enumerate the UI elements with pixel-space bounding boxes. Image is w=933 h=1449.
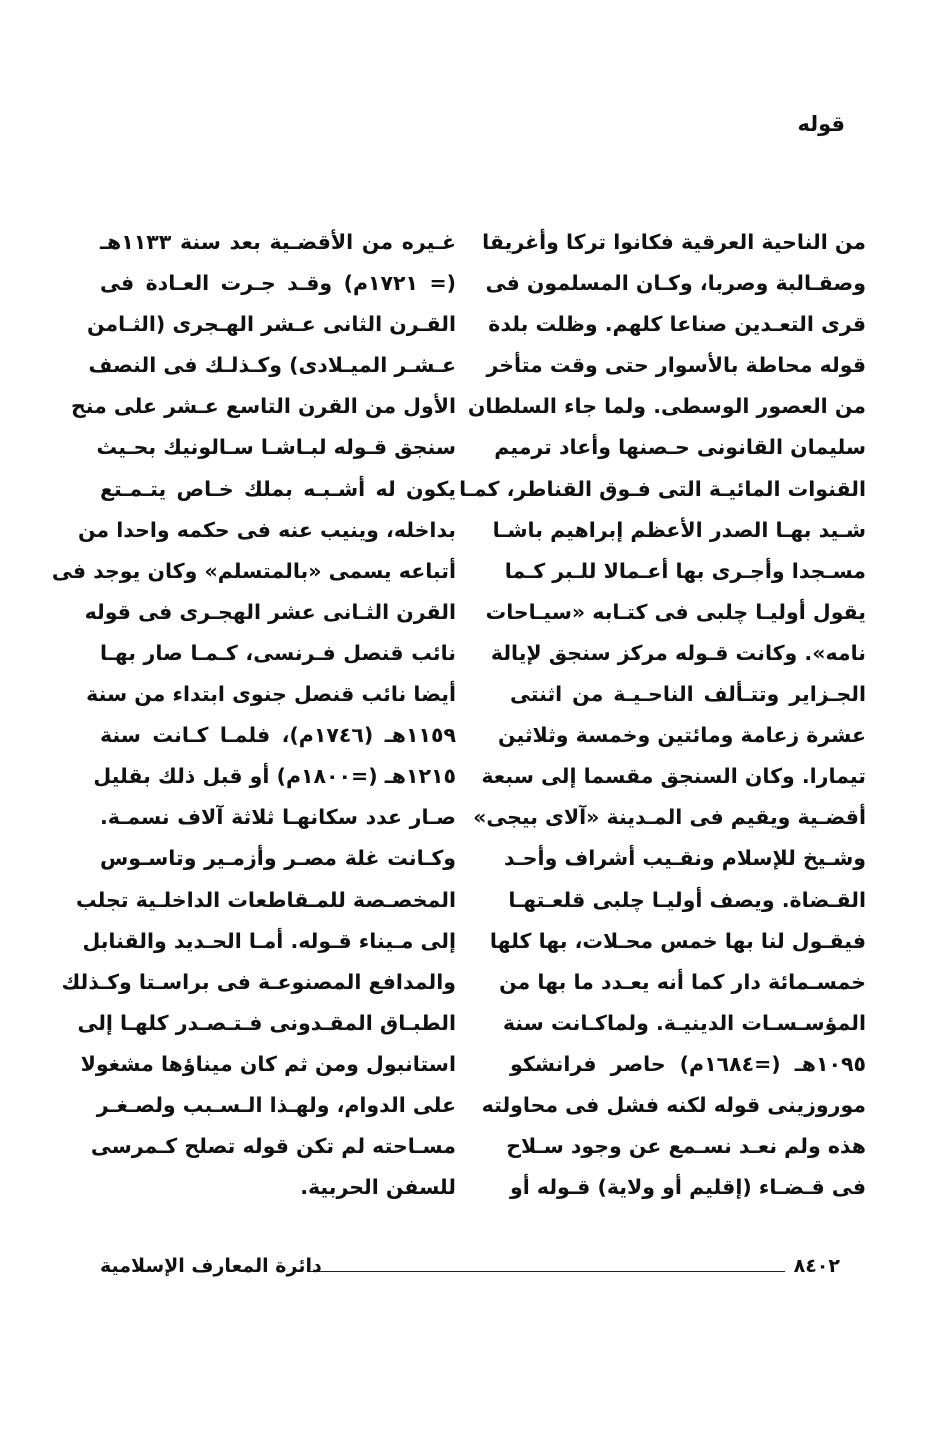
text-line: المؤسـسـات الدينيـة. ولماكـانت سنة	[502, 1010, 866, 1035]
text-line: صـار عدد سكانهـا ثلاثة آلاف نسمـة.	[100, 805, 456, 830]
text-line: من العصور الوسطى. ولما جاء السلطان	[467, 394, 866, 419]
text-line: استانبول ومن ثم كان ميناؤها مشغولا	[80, 1051, 456, 1076]
text-line: هذه ولم نعـد نسـمع عن وجود سـلاح	[506, 1134, 866, 1159]
text-line: بداخله، وينيب عنه فى حكمه واحدا من	[77, 517, 456, 542]
text-line: موروزينى قوله لكنه فشل فى محاولته	[481, 1092, 866, 1117]
text-line: ١٠٩٥هـ (=١٦٨٤م) حاصر فرانشكو	[510, 1051, 866, 1076]
page-footer	[100, 1255, 840, 1285]
text-line: الطبـاق المقـدونى فـتـصـدر كلهـا إلى	[77, 1010, 456, 1035]
text-line: يكون له أشـبـه بملك خـاص يتـمـتع	[100, 476, 456, 501]
text-line: أتباعه يسمى «بالمتسلم» وكان يوجد فى	[51, 558, 456, 583]
text-line: تيمارا. وكان السنجق مقسما إلى سبعة	[481, 764, 866, 789]
text-line: سليمان القانونى حـصنها وأعاد ترميم	[494, 435, 866, 460]
text-line: القنوات المائيـة التى فـوق القناطر، كمـا	[459, 476, 866, 501]
text-column-right	[459, 222, 866, 1208]
text-line: نائب قنصل فـرنسى، كـمـا صار بهـا	[100, 640, 456, 665]
text-line: والمدافع المصنوعـة فى براسـتا وكـذلك	[61, 969, 456, 994]
text-line: عشرة زعامة ومائتين وخمسة وثلاثين	[498, 723, 866, 748]
footer-rule	[310, 1271, 785, 1272]
text-line: وصقـالبة وصربا، وكـان المسلمون فى	[485, 271, 866, 296]
text-line: فى قـضـاء (إقليم أو ولاية) قـوله أو	[510, 1175, 866, 1200]
text-line: وكـانت غلة مصـر وأزمـير وتاسـوس	[100, 846, 456, 871]
text-line: (= ١٧٢١م) وقـد جـرت العـادة فى	[100, 271, 457, 296]
text-line: قرى التعـدين صناعا كلهم. وظلت بلدة	[488, 312, 866, 337]
text-line: سنجق قـوله لبـاشـا سـالونيك بحـيث	[96, 435, 456, 460]
text-line: مسـجدا وأجـرى بها أعـمالا للـبر كـما	[504, 558, 866, 583]
text-line: على الدوام، ولهـذا الـسـبب ولصـغـر	[96, 1092, 456, 1117]
text-line: يقول أوليـا چلبى فى كتـابه «سيـاحات	[485, 599, 866, 624]
text-line: غـيره من الأقضـية بعد سنة ١١٣٣هـ	[100, 230, 456, 254]
journal-title: دائرة المعارف الإسلامية	[100, 1255, 322, 1277]
text-line: الأول من القرن التاسع عـشر على منح	[70, 394, 456, 419]
text-line: أيضا نائب قنصل جنوى ابتداء من سنة	[86, 682, 456, 707]
text-line: القرن الثـانى عشر الهجـرى فى قوله	[84, 599, 456, 624]
text-line: نامه». وكانت قـوله مركز سنجق لإيالة	[490, 640, 866, 665]
text-column-left	[51, 222, 457, 1208]
text-line: أقضـية ويقيم فى المـدينة «آلاى بيجى»	[473, 805, 866, 830]
text-line: مسـاحته لم تكن قوله تصلح كـمرسى	[90, 1134, 456, 1159]
text-line: إلى مـيناء قـوله. أمـا الحـديد والقنابل	[82, 928, 456, 953]
text-line: المخصـصة للمـقاطعات الداخلـية تجلب	[75, 887, 456, 912]
text-line: ١١٥٩هـ (١٧٤٦م)، فلمـا كـانت سنة	[100, 723, 456, 748]
text-line: فيقـول لنا بها خمس محـلات، بها كلها	[489, 928, 866, 953]
text-line: شـيد بهـا الصدر الأعظم إبراهيم باشـا	[492, 517, 866, 542]
text-line: قوله محاطة بالأسوار حتى وقت متأخر	[486, 353, 866, 378]
page-number: ٨٤٠٢	[793, 1255, 840, 1277]
text-line: ١٢١٥هـ (=١٨٠٠م) أو قبل ذلك بقليل	[93, 764, 456, 789]
text-line: الجـزاير وتتـألف الناحـيـة من اثنتى	[510, 682, 866, 707]
text-line: للسفن الحربية.	[300, 1175, 456, 1200]
text-line: القـرن الثانى عـشر الهـجرى (الثـامن	[86, 312, 456, 337]
text-line: من الناحية العرقية فكانوا تركا وأغريقا	[482, 230, 866, 254]
text-line: وشـيخ للإسلام ونقـيب أشراف وأحـد	[503, 846, 866, 871]
running-head: قوله	[797, 112, 845, 136]
text-line: عـشـر الميـلادى) وكـذلـك فى النصف	[88, 353, 456, 378]
text-line: القـضاة. ويصف أوليـا چلبى قلعـتهـا	[508, 887, 866, 912]
text-line: خمسـمائة دار كما أنه يعـدد ما بها من	[499, 969, 866, 994]
